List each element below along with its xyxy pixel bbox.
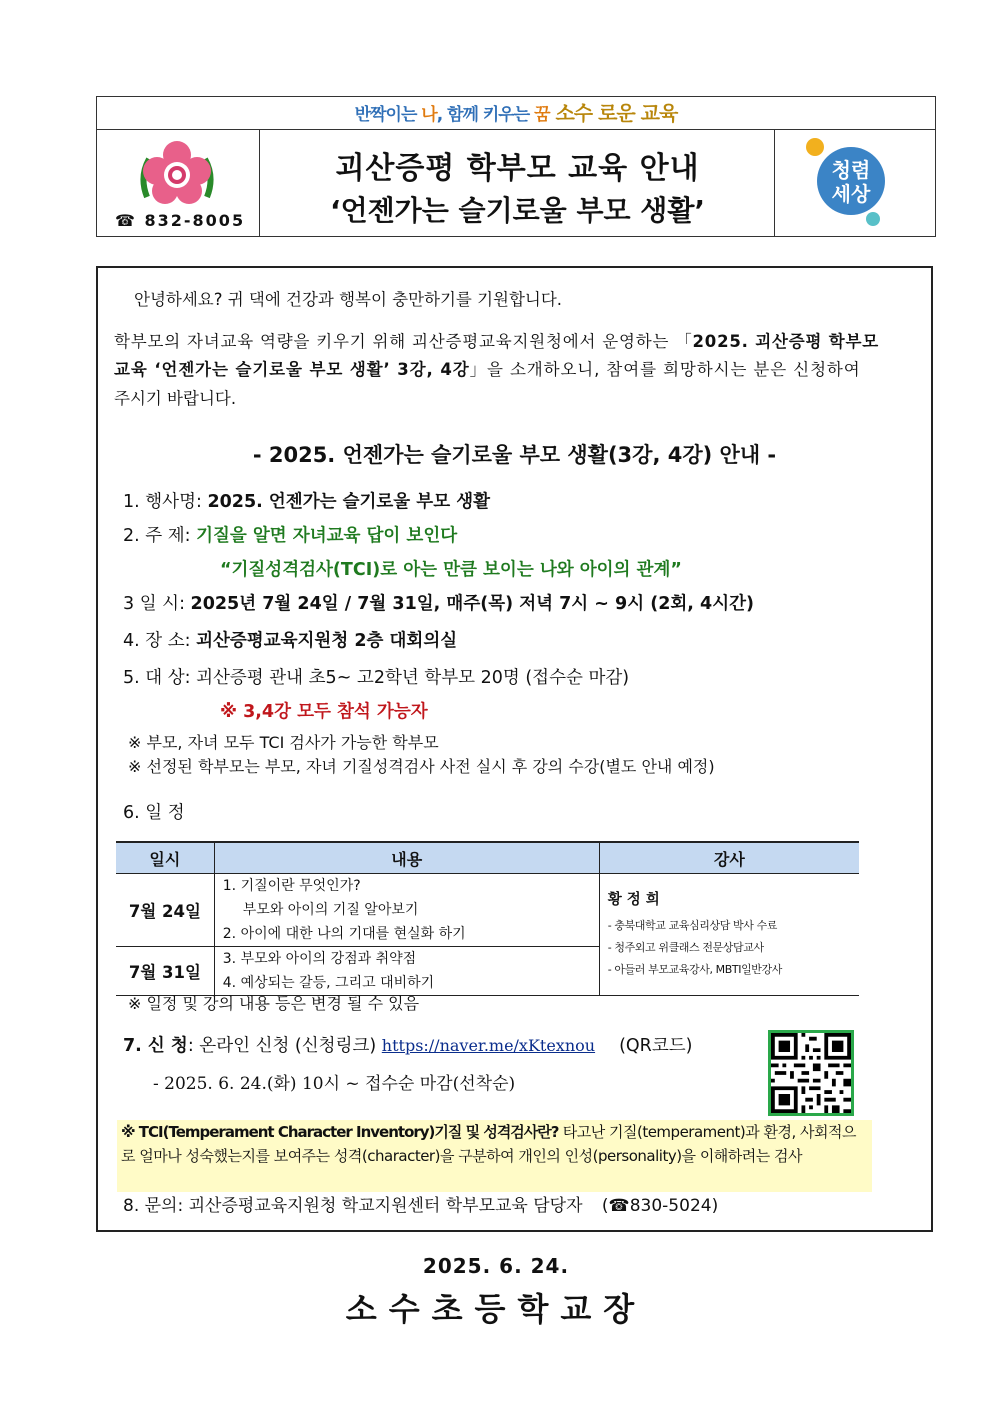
tci-note bbox=[117, 1120, 872, 1192]
date-cell: 7월 31일 bbox=[116, 947, 214, 996]
item-datetime bbox=[123, 590, 754, 618]
slogan-part: , 함께 키우는 bbox=[436, 105, 535, 125]
item-value: 2025. 언젠가는 슬기로울 부모 생활 bbox=[207, 492, 491, 512]
item-topic bbox=[123, 522, 457, 550]
qr-code[interactable] bbox=[768, 1030, 854, 1116]
item-label: 4. 장 소: bbox=[123, 631, 197, 651]
slogan-part: 나 bbox=[421, 105, 437, 125]
intro-text: 학부모의 자녀교육 역량을 키우기 위해 괴산증평교육지원청에서 운영하는 「 bbox=[114, 332, 693, 351]
emblem-cell bbox=[97, 129, 260, 236]
item-apply bbox=[123, 1032, 692, 1060]
qr-label: (QR코드) bbox=[619, 1036, 693, 1056]
school-emblem-icon bbox=[137, 137, 217, 209]
content-line: 1. 기질이란 무엇인가? bbox=[222, 878, 361, 894]
issue-date: 2025. 6. 24. bbox=[422, 1254, 570, 1278]
schedule-table bbox=[116, 841, 859, 996]
note-2: ※ 선정된 학부모는 부모, 자녀 기질성격검사 사전 실시 후 강의 수강(별도 안내 예정) bbox=[128, 757, 715, 776]
item-target bbox=[123, 664, 629, 692]
slogan-part: 소수 로운 교육 bbox=[549, 101, 678, 125]
schedule-note: ※ 일정 및 강의 내용 등은 변경 될 수 있음 bbox=[128, 994, 420, 1013]
slogan-part: 반짝이는 bbox=[354, 105, 422, 125]
slogan bbox=[97, 97, 935, 130]
item-value: 기질을 알면 자녀교육 답이 보인다 bbox=[196, 526, 458, 546]
item-schedule-label: 6. 일 정 bbox=[123, 803, 185, 823]
content-line: 부모와 아이의 기질 알아보기 bbox=[242, 902, 419, 918]
date-cell: 7월 24일 bbox=[116, 874, 214, 947]
content-cell bbox=[214, 874, 599, 947]
item-value: : 온라인 신청 (신청링크) bbox=[187, 1036, 382, 1056]
item-contact bbox=[123, 1192, 718, 1220]
tci-note-text: 타고난 기질(temperament)과 환경, 사회적으로 얼마나 성숙했는지를 보여주는 성격(character)을 구분하여 개인의 인성(personality)을 이해하려는 검사 bbox=[121, 1123, 856, 1165]
content-line: 4. 예상되는 갈등, 그리고 대비하기 bbox=[222, 975, 435, 991]
item-label: 2. 주 제: bbox=[123, 526, 197, 546]
content-line: 3. 부모와 아이의 강점과 취약점 bbox=[222, 951, 417, 967]
item-label: 3 일 시: bbox=[123, 594, 191, 614]
lecturer-name: 황 정 희 bbox=[607, 892, 660, 908]
table-header-row bbox=[116, 842, 859, 874]
header-box bbox=[96, 96, 936, 237]
lecturer-career: - 충북대학교 교육심리상담 박사 수료 bbox=[607, 919, 778, 932]
apply-period: - 2025. 6. 24.(화) 10시 ~ 접수순 마감(선착순) bbox=[153, 1074, 516, 1094]
content-cell bbox=[214, 947, 599, 996]
item-label: 7. 신 청 bbox=[123, 1036, 188, 1056]
logo-cell bbox=[774, 129, 935, 236]
item-label: 1. 행사명: bbox=[123, 492, 208, 512]
intro-bold: 2025. 괴산증평 학부모 bbox=[692, 332, 879, 351]
item-topic-sub: “기질성격검사(TCI)로 아는 만큼 보이는 나와 아이의 관계” bbox=[220, 560, 682, 580]
greeting: 안녕하세요? 귀 댁에 건강과 행복이 충만하기를 기원합니다. bbox=[134, 290, 563, 309]
intro-line-3: 주시기 바랍니다. bbox=[114, 389, 237, 408]
table-row bbox=[116, 874, 859, 947]
main-content-box bbox=[96, 266, 933, 1232]
note-1: ※ 부모, 자녀 모두 TCI 검사가 가능한 학부모 bbox=[128, 733, 439, 752]
tci-note-title: ※ TCI(Temperament Character Inventory)기질 및 성격검사란? bbox=[121, 1123, 559, 1141]
lecturer-career: - 아들러 부모교육강사, MBTI일반강사 bbox=[607, 963, 782, 976]
item-value: 괴산증평교육지원청 2층 대회의실 bbox=[196, 631, 458, 651]
intro-bold: 교육 ‘언젠가는 슬기로울 부모 생활’ 3강, 4강 bbox=[114, 360, 470, 379]
item-value: 2025년 7월 24일 / 7월 31일, 매주(목) 저녁 7시 ~ 9시 (2회, 4시간) bbox=[190, 594, 755, 614]
title-line-1: 괴산증평 학부모 교육 안내 bbox=[335, 151, 700, 186]
qr-code-icon bbox=[771, 1033, 851, 1113]
lecturer-career: - 청주외고 위클래스 전문상담교사 bbox=[607, 941, 764, 954]
section-title: - 2025. 언젠가는 슬기로울 부모 생활(3강, 4강) 안내 - bbox=[252, 443, 777, 467]
integrity-logo-icon bbox=[805, 135, 895, 227]
intro-text: 」을 소개하오니, 참여를 희망하시는 분은 신청하여 bbox=[469, 360, 861, 379]
issuer-name: 소수초등학교장 bbox=[345, 1290, 647, 1328]
item-place bbox=[123, 627, 457, 655]
header-cell-lecturer: 강사 bbox=[599, 842, 859, 874]
phone-number: ☎ 832-8005 bbox=[115, 211, 246, 230]
item-value: 괴산증평 관내 초5~ 고2학년 학부모 20명 (접수순 마감) bbox=[196, 668, 630, 688]
item-target-note: ※ 3,4강 모두 참석 가능자 bbox=[220, 702, 428, 722]
intro-line-1 bbox=[114, 328, 918, 356]
item-label: 5. 대 상: bbox=[123, 668, 197, 688]
logo-text-1: 청렴 bbox=[831, 158, 871, 182]
document-title bbox=[260, 129, 775, 236]
contact-phone: (☎830-5024) bbox=[601, 1196, 719, 1216]
header-cell-content: 내용 bbox=[214, 842, 599, 874]
contact-text: 8. 문의: 괴산증평교육지원청 학교지원센터 학부모교육 담당자 bbox=[123, 1196, 588, 1216]
lecturer-cell bbox=[599, 874, 859, 996]
title-line-2: ‘언젠가는 슬기로울 부모 생활’ bbox=[329, 194, 706, 227]
header-cell-date: 일시 bbox=[116, 842, 214, 874]
apply-link[interactable]: https://naver.me/xKtexnou bbox=[381, 1036, 596, 1055]
content-line: 2. 아이에 대한 나의 기대를 현실화 하기 bbox=[222, 926, 466, 942]
logo-text-2: 세상 bbox=[831, 182, 871, 206]
intro-line-2 bbox=[114, 356, 918, 384]
slogan-part: 꿈 bbox=[534, 105, 550, 125]
item-event-name bbox=[123, 488, 490, 516]
